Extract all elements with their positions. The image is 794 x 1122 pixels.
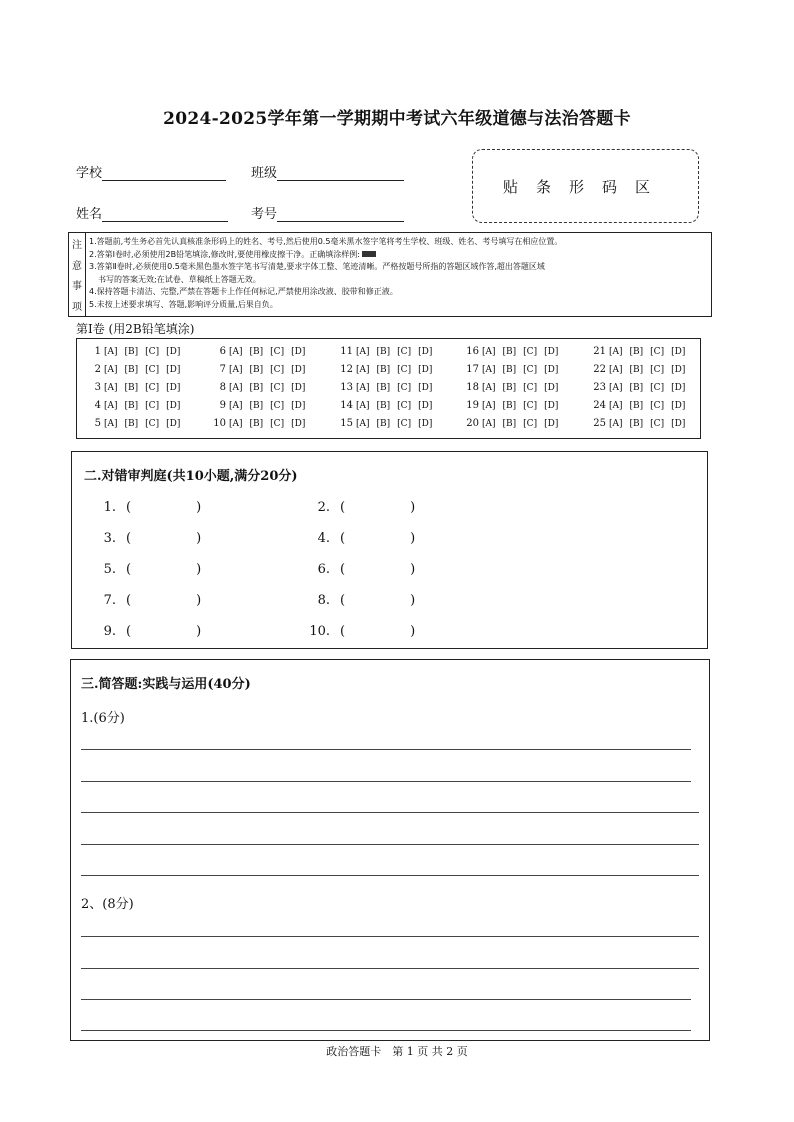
tf-question-4[interactable] bbox=[302, 527, 415, 546]
mc-question-number: 11 bbox=[340, 346, 353, 357]
mc-question-number: 3 bbox=[94, 382, 101, 393]
name-input-line[interactable] bbox=[102, 207, 228, 222]
mc-question-3 bbox=[87, 382, 187, 393]
tf-question-number: 10. bbox=[309, 624, 330, 639]
mc-question-number: 8 bbox=[219, 382, 226, 393]
mc-question-number: 2 bbox=[94, 364, 101, 375]
mc-option-bubble[interactable]: [D] bbox=[671, 383, 686, 393]
mc-question-number: 17 bbox=[466, 364, 479, 375]
mc-option-bubble[interactable]: [C] bbox=[650, 401, 665, 411]
mc-option-bubble[interactable]: [A] bbox=[356, 419, 370, 429]
tf-question-number: 7. bbox=[103, 593, 116, 608]
mc-option-bubble[interactable]: [A] bbox=[609, 419, 623, 429]
exam-no-label: 考号 bbox=[251, 207, 278, 222]
mc-option-bubble[interactable]: [D] bbox=[418, 383, 433, 393]
mc-option-bubble[interactable]: [C] bbox=[523, 419, 538, 429]
mc-option-bubble[interactable]: [B] bbox=[629, 365, 644, 375]
mc-option-bubble[interactable]: [A] bbox=[229, 401, 243, 411]
mc-question-number: 16 bbox=[466, 346, 479, 357]
mc-option-bubble[interactable]: [C] bbox=[523, 401, 538, 411]
name-field[interactable] bbox=[76, 203, 228, 222]
mc-question-5 bbox=[87, 418, 187, 429]
note-item: 2.答第Ⅰ卷时,必须使用2B铅笔填涂,修改时,要使用橡皮擦干净。正确填涂样例: bbox=[89, 249, 707, 262]
mc-option-bubble[interactable]: [B] bbox=[376, 419, 391, 429]
mc-option-bubble[interactable]: [C] bbox=[145, 383, 160, 393]
tf-question-number: 9. bbox=[103, 624, 116, 639]
mc-option-bubble[interactable]: [D] bbox=[291, 401, 306, 411]
mc-question-12 bbox=[339, 364, 439, 375]
tf-question-7[interactable] bbox=[88, 589, 201, 608]
mc-question-25 bbox=[592, 418, 692, 429]
mc-option-bubble[interactable]: [C] bbox=[650, 383, 665, 393]
notes-list bbox=[89, 236, 707, 312]
answer-line[interactable] bbox=[81, 968, 699, 969]
mc-option-bubble[interactable]: [B] bbox=[629, 419, 644, 429]
fill-sample-icon bbox=[362, 251, 376, 257]
mc-question-number: 18 bbox=[466, 382, 479, 393]
mc-option-bubble[interactable]: [D] bbox=[544, 383, 559, 393]
mc-question-9 bbox=[212, 400, 312, 411]
mc-option-bubble[interactable]: [D] bbox=[544, 347, 559, 357]
mc-option-bubble[interactable]: [D] bbox=[544, 365, 559, 375]
mc-question-number: 14 bbox=[340, 400, 353, 411]
mc-option-bubble[interactable]: [C] bbox=[397, 401, 412, 411]
tf-question-1[interactable] bbox=[88, 496, 201, 515]
mc-option-bubble[interactable]: [D] bbox=[418, 347, 433, 357]
mc-option-bubble[interactable]: [C] bbox=[523, 347, 538, 357]
class-label: 班级 bbox=[251, 166, 278, 181]
mc-option-bubble[interactable]: [C] bbox=[145, 419, 160, 429]
tf-question-number: 4. bbox=[317, 531, 330, 546]
tf-answer-blank[interactable]: ( ) bbox=[126, 624, 202, 639]
note-item: 书写的答案无效;在试卷、草稿纸上答题无效。 bbox=[98, 274, 261, 284]
mc-option-bubble[interactable]: [B] bbox=[124, 365, 139, 375]
answer-line[interactable] bbox=[81, 875, 699, 876]
class-input-line[interactable] bbox=[277, 166, 404, 181]
mc-option-bubble[interactable]: [B] bbox=[629, 347, 644, 357]
note-item: 4.保持答题卡清洁、完整,严禁在答题卡上作任何标记,严禁使用涂改液、胶带和修正液。 bbox=[89, 287, 398, 297]
mc-option-bubble[interactable]: [D] bbox=[291, 383, 306, 393]
mc-option-bubble[interactable]: [C] bbox=[270, 383, 285, 393]
tf-answer-blank[interactable]: ( ) bbox=[340, 562, 416, 577]
note-item: 1.答题前,考生务必首先认真核准条形码上的姓名、考号,然后使用0.5毫米黑水签字笔将考生学校、班级、姓名、考号填写在相应位置。 bbox=[89, 237, 563, 246]
tf-answer-blank[interactable]: ( ) bbox=[340, 531, 416, 546]
tf-answer-blank[interactable]: ( ) bbox=[126, 500, 202, 515]
mc-option-bubble[interactable]: [D] bbox=[166, 401, 181, 411]
mc-question-number: 4 bbox=[94, 400, 101, 411]
tf-question-number: 2. bbox=[317, 500, 330, 515]
tf-answer-blank[interactable]: ( ) bbox=[126, 531, 202, 546]
mc-option-bubble[interactable]: [B] bbox=[124, 347, 139, 357]
school-input-line[interactable] bbox=[102, 166, 226, 181]
note-item: 3.答第Ⅱ卷时,必须使用0.5毫米黑色墨水签字笔书写清楚,要求字体工整、笔迹清晰。严格按题号所指的答题区域作答,超出答题区域 bbox=[89, 262, 545, 272]
answer-line[interactable] bbox=[81, 844, 699, 845]
page-title: 2024-2025学年第一学期期中考试六年级道德与法治答题卡 bbox=[163, 109, 631, 129]
tf-question-2[interactable] bbox=[302, 496, 415, 515]
tf-question-number: 1. bbox=[103, 500, 116, 515]
mc-option-bubble[interactable]: [A] bbox=[104, 365, 118, 375]
mc-question-number: 9 bbox=[219, 400, 226, 411]
mc-option-bubble[interactable]: [B] bbox=[502, 365, 517, 375]
mc-question-number: 22 bbox=[593, 364, 606, 375]
mc-option-bubble[interactable]: [A] bbox=[356, 383, 370, 393]
mc-question-22 bbox=[592, 364, 692, 375]
mc-answer-grid bbox=[76, 338, 701, 439]
mc-option-bubble[interactable]: [A] bbox=[356, 347, 370, 357]
mc-question-number: 25 bbox=[593, 418, 606, 429]
tf-answer-blank[interactable]: ( ) bbox=[126, 562, 202, 577]
tf-question-number: 3. bbox=[103, 531, 116, 546]
note-item: 5.未按上述要求填写、答题,影响评分质量,后果自负。 bbox=[89, 299, 278, 309]
mc-option-bubble[interactable]: [A] bbox=[104, 401, 118, 411]
mc-question-1 bbox=[87, 346, 187, 357]
mc-option-bubble[interactable]: [B] bbox=[502, 401, 517, 411]
mc-question-number: 5 bbox=[94, 418, 101, 429]
mc-option-bubble[interactable]: [D] bbox=[291, 365, 306, 375]
mc-option-bubble[interactable]: [A] bbox=[482, 419, 496, 429]
mc-question-10 bbox=[212, 418, 312, 429]
mc-option-bubble[interactable]: [D] bbox=[166, 383, 181, 393]
mc-question-number: 13 bbox=[340, 382, 353, 393]
mc-option-bubble[interactable]: [A] bbox=[356, 365, 370, 375]
mc-option-bubble[interactable]: [D] bbox=[544, 401, 559, 411]
mc-question-number: 7 bbox=[219, 364, 226, 375]
mc-question-number: 1 bbox=[94, 346, 101, 357]
mc-question-number: 12 bbox=[340, 364, 353, 375]
section2-heading: 二.对错审判庭(共10小题,满分20分) bbox=[84, 469, 298, 484]
notes-box bbox=[68, 232, 712, 317]
mc-option-bubble[interactable]: [A] bbox=[609, 383, 623, 393]
mc-option-bubble[interactable]: [B] bbox=[376, 401, 391, 411]
mc-option-bubble[interactable]: [D] bbox=[166, 419, 181, 429]
tf-question-number: 6. bbox=[317, 562, 330, 577]
mc-option-bubble[interactable]: [C] bbox=[397, 383, 412, 393]
mc-option-bubble[interactable]: [B] bbox=[629, 401, 644, 411]
tf-answer-blank[interactable]: ( ) bbox=[126, 593, 202, 608]
section1-heading: 第Ⅰ卷 (用2B铅笔填涂) bbox=[76, 322, 195, 336]
barcode-area-label: 贴条形码区 bbox=[502, 177, 668, 196]
mc-option-bubble[interactable]: [B] bbox=[249, 383, 264, 393]
tf-question-number: 8. bbox=[317, 593, 330, 608]
mc-option-bubble[interactable]: [D] bbox=[291, 347, 306, 357]
mc-option-bubble[interactable]: [B] bbox=[249, 419, 264, 429]
answer-line[interactable] bbox=[81, 781, 691, 782]
mc-question-18 bbox=[465, 382, 565, 393]
mc-question-21 bbox=[592, 346, 692, 357]
mc-question-number: 15 bbox=[340, 418, 353, 429]
notes-heading-char: 意 bbox=[72, 260, 82, 272]
mc-option-bubble[interactable]: [D] bbox=[544, 419, 559, 429]
mc-option-bubble[interactable]: [A] bbox=[609, 365, 623, 375]
mc-question-6 bbox=[212, 346, 312, 357]
mc-option-bubble[interactable]: [C] bbox=[270, 401, 285, 411]
mc-option-bubble[interactable]: [A] bbox=[229, 347, 243, 357]
exam-no-input-line[interactable] bbox=[277, 207, 404, 222]
mc-option-bubble[interactable]: [A] bbox=[482, 347, 496, 357]
mc-option-bubble[interactable]: [B] bbox=[376, 365, 391, 375]
notes-heading-char: 注 bbox=[72, 239, 82, 251]
school-label: 学校 bbox=[76, 166, 103, 181]
mc-option-bubble[interactable]: [B] bbox=[376, 347, 391, 357]
mc-option-bubble[interactable]: [C] bbox=[145, 365, 160, 375]
mc-option-bubble[interactable]: [C] bbox=[270, 365, 285, 375]
mc-question-8 bbox=[212, 382, 312, 393]
mc-option-bubble[interactable]: [C] bbox=[523, 365, 538, 375]
mc-option-bubble[interactable]: [A] bbox=[104, 383, 118, 393]
mc-option-bubble[interactable]: [D] bbox=[418, 365, 433, 375]
question-2-label: 2、(8分) bbox=[81, 897, 134, 912]
name-label: 姓名 bbox=[76, 207, 103, 222]
mc-question-number: 10 bbox=[213, 418, 226, 429]
mc-option-bubble[interactable]: [D] bbox=[671, 419, 686, 429]
mc-question-23 bbox=[592, 382, 692, 393]
mc-option-bubble[interactable]: [B] bbox=[376, 383, 391, 393]
tf-question-number: 5. bbox=[103, 562, 116, 577]
mc-option-bubble[interactable]: [C] bbox=[397, 347, 412, 357]
mc-question-2 bbox=[87, 364, 187, 375]
mc-question-number: 23 bbox=[593, 382, 606, 393]
mc-option-bubble[interactable]: [C] bbox=[270, 347, 285, 357]
mc-option-bubble[interactable]: [D] bbox=[671, 401, 686, 411]
mc-option-bubble[interactable]: [D] bbox=[166, 347, 181, 357]
mc-question-14 bbox=[339, 400, 439, 411]
true-false-section bbox=[71, 451, 708, 649]
mc-question-16 bbox=[465, 346, 565, 357]
mc-option-bubble[interactable]: [A] bbox=[609, 401, 623, 411]
tf-question-3[interactable] bbox=[88, 527, 201, 546]
mc-option-bubble[interactable]: [A] bbox=[609, 347, 623, 357]
mc-option-bubble[interactable]: [B] bbox=[629, 383, 644, 393]
mc-option-bubble[interactable]: [C] bbox=[650, 419, 665, 429]
mc-option-bubble[interactable]: [C] bbox=[650, 347, 665, 357]
answer-line[interactable] bbox=[81, 936, 699, 937]
class-field[interactable] bbox=[251, 162, 404, 181]
mc-question-4 bbox=[87, 400, 187, 411]
mc-question-13 bbox=[339, 382, 439, 393]
mc-option-bubble[interactable]: [A] bbox=[482, 383, 496, 393]
mc-option-bubble[interactable]: [B] bbox=[502, 383, 517, 393]
mc-option-bubble[interactable]: [D] bbox=[291, 419, 306, 429]
school-field[interactable] bbox=[76, 162, 226, 181]
mc-question-number: 20 bbox=[466, 418, 479, 429]
answer-line[interactable] bbox=[81, 749, 691, 750]
answer-line[interactable] bbox=[81, 812, 699, 813]
section3-heading: 三.简答题:实践与运用(40分) bbox=[81, 677, 251, 692]
mc-question-20 bbox=[465, 418, 565, 429]
mc-question-24 bbox=[592, 400, 692, 411]
mc-question-number: 6 bbox=[219, 346, 226, 357]
tf-answer-blank[interactable]: ( ) bbox=[340, 593, 416, 608]
mc-question-17 bbox=[465, 364, 565, 375]
tf-question-8[interactable] bbox=[302, 589, 415, 608]
mc-question-19 bbox=[465, 400, 565, 411]
mc-option-bubble[interactable]: [A] bbox=[356, 401, 370, 411]
mc-option-bubble[interactable]: [B] bbox=[502, 347, 517, 357]
mc-option-bubble[interactable]: [D] bbox=[166, 365, 181, 375]
mc-option-bubble[interactable]: [C] bbox=[145, 347, 160, 357]
mc-option-bubble[interactable]: [B] bbox=[124, 383, 139, 393]
mc-option-bubble[interactable]: [B] bbox=[249, 401, 264, 411]
tf-question-5[interactable] bbox=[88, 558, 201, 577]
mc-option-bubble[interactable]: [A] bbox=[104, 347, 118, 357]
mc-option-bubble[interactable]: [B] bbox=[249, 347, 264, 357]
notes-heading-char: 项 bbox=[72, 302, 82, 314]
barcode-area bbox=[472, 149, 699, 223]
mc-option-bubble[interactable]: [D] bbox=[418, 401, 433, 411]
mc-option-bubble[interactable]: [A] bbox=[229, 365, 243, 375]
mc-option-bubble[interactable]: [B] bbox=[502, 419, 517, 429]
short-answer-section bbox=[70, 659, 710, 1041]
mc-option-bubble[interactable]: [A] bbox=[229, 383, 243, 393]
mc-option-bubble[interactable]: [C] bbox=[270, 419, 285, 429]
mc-option-bubble[interactable]: [C] bbox=[523, 383, 538, 393]
mc-option-bubble[interactable]: [D] bbox=[671, 347, 686, 357]
mc-option-bubble[interactable]: [C] bbox=[650, 365, 665, 375]
tf-answer-blank[interactable]: ( ) bbox=[340, 500, 416, 515]
question-1-label: 1.(6分) bbox=[81, 711, 125, 726]
mc-option-bubble[interactable]: [A] bbox=[229, 419, 243, 429]
mc-option-bubble[interactable]: [A] bbox=[482, 401, 496, 411]
mc-option-bubble[interactable]: [C] bbox=[397, 365, 412, 375]
mc-question-number: 21 bbox=[593, 346, 606, 357]
notes-heading-char: 事 bbox=[72, 281, 82, 293]
tf-question-10[interactable] bbox=[302, 620, 415, 639]
mc-option-bubble[interactable]: [C] bbox=[145, 401, 160, 411]
mc-question-15 bbox=[339, 418, 439, 429]
tf-answer-blank[interactable]: ( ) bbox=[340, 624, 416, 639]
answer-line[interactable] bbox=[81, 999, 691, 1000]
mc-question-number: 24 bbox=[593, 400, 606, 411]
mc-option-bubble[interactable]: [B] bbox=[124, 419, 139, 429]
mc-option-bubble[interactable]: [D] bbox=[418, 419, 433, 429]
mc-question-number: 19 bbox=[466, 400, 479, 411]
notes-heading bbox=[69, 233, 86, 316]
page-footer: 政治答题卡 第 1 页 共 2 页 bbox=[326, 1045, 468, 1058]
mc-option-bubble[interactable]: [A] bbox=[482, 365, 496, 375]
tf-question-9[interactable] bbox=[88, 620, 201, 639]
mc-option-bubble[interactable]: [D] bbox=[671, 365, 686, 375]
mc-option-bubble[interactable]: [A] bbox=[104, 419, 118, 429]
mc-question-7 bbox=[212, 364, 312, 375]
mc-option-bubble[interactable]: [C] bbox=[397, 419, 412, 429]
exam-no-field[interactable] bbox=[251, 203, 404, 222]
tf-question-6[interactable] bbox=[302, 558, 415, 577]
answer-line[interactable] bbox=[81, 1030, 691, 1031]
mc-option-bubble[interactable]: [B] bbox=[249, 365, 264, 375]
mc-option-bubble[interactable]: [B] bbox=[124, 401, 139, 411]
mc-question-11 bbox=[339, 346, 439, 357]
